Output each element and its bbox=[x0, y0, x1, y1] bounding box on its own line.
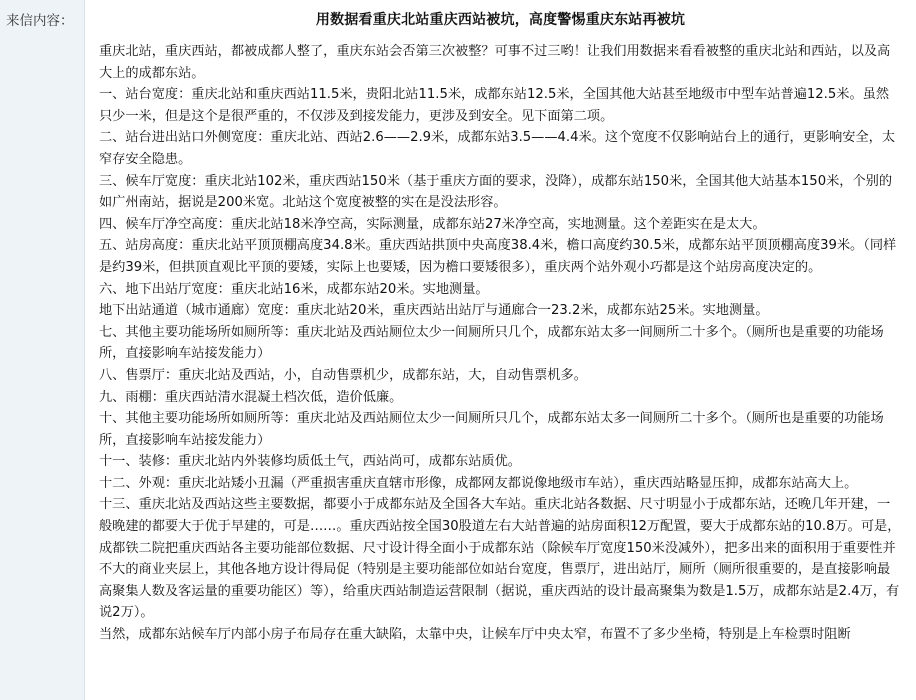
paragraph: 十、其他主要功能场所如厕所等：重庆北站及西站厕位太少一间厕所只几个，成都东站太多一间厕所二十多个。（厕所也是重要的功能场所，直接影响车站接发能力） bbox=[99, 411, 884, 448]
paragraph: 三、候车厅宽度：重庆北站102米，重庆西站150米（基于重庆方面的要求，没降），成都东站150米，全国其他大站基本150米，个别的如广州南站，据说是200米宽。北站这个宽度被整的实在是没法形容。 bbox=[99, 173, 893, 211]
paragraph: 当然，成都东站候车厅内部小房子布局存在重大缺陷，太靠中央，让候车厅中央太窄，布置不了多少坐椅，特别是上车检票时阻断 bbox=[99, 627, 851, 643]
paragraph: 十一、装修：重庆北站内外装修均质低土气，西站尚可，成都东站质优。 bbox=[99, 454, 521, 470]
paragraph: 重庆北站，重庆西站，都被成都人整了，重庆东站会否第三次被整？可事不过三哟！让我们用数据来看看被整的重庆北站和西站，以及高大上的成都东站。 bbox=[99, 44, 891, 81]
paragraph: 十三、重庆北站及西站这些主要数据，都要小于成都东站及全国各大车站。重庆北站各数据、尺寸明显小于成都东站，还晚几年开建，一般晚建的都要大于优于早建的，可是……。重庆西站按全国30股道左右大站普遍的站房面积12万配置，要大于成都东站的10.8万。可是，成都铁二院把重庆西站各主要功能部位数据、尺寸设计得全面小于成都东站（除候车厅宽度150米没减外），把多出来的面积用于重要性并不大的商业夹层上，其他各地方设计得局促（特别是主要功能部位如站台宽度，售票厅，进出站厅，厕所（厕所很重要的，是直接影响最高聚集人数及客运量的重要功能区）等），给重庆西站制造运营限制（据说，重庆西站的设计最高聚集为数是1.5万，成都东站是2.4万，有说2万）。 bbox=[99, 497, 901, 621]
paragraph: 一、站台宽度：重庆北站和重庆西站11.5米，贵阳北站11.5米，成都东站12.5米，全国其他大站甚至地级市中型车站普遍12.5米。虽然只少一米，但是这个是很严重的，不仅涉及到接发能力，更涉及到安全。见下面第二项。 bbox=[99, 87, 890, 124]
paragraph: 八、售票厅：重庆北站及西站，小，自动售票机少，成都东站，大，自动售票机多。 bbox=[99, 367, 587, 383]
paragraph: 七、其他主要功能场所如厕所等：重庆北站及西站厕位太少一间厕所只几个，成都东站太多一间厕所二十多个。（厕所也是重要的功能场所，直接影响车站接发能力） bbox=[99, 324, 884, 362]
paragraph: 五、站房高度：重庆北站平顶顶棚高度34.8米。重庆西站拱顶中央高度38.4米，檐口高度约30.5米，成都东站平顶顶棚高度39米。（同样是约39米，但拱顶直观比平顶的要矮，实际上也要矮，因为檐口要矮很多），重庆两个站外观小巧都是这个站房高度决定的。 bbox=[99, 238, 897, 275]
paragraph: 九、雨棚：重庆西站清水混凝土档次低，造价低廉。 bbox=[99, 389, 403, 405]
letter-body bbox=[99, 41, 902, 646]
paragraph: 四、候车厅净空高度：重庆北站18米净空高，实际测量，成都东站27米净空高，实地测量。这个差距实在是太大。 bbox=[99, 216, 766, 232]
paragraph: 二、站台进出站口外侧宽度：重庆北站、西站2.6——2.9米，成都东站3.5——4.4米。这个宽度不仅影响站台上的通行，更影响安全，太窄存安全隐患。 bbox=[99, 130, 896, 167]
paragraph: 六、地下出站厅宽度：重庆北站16米，成都东站20米。实地测量。 bbox=[99, 281, 489, 297]
letter-content bbox=[85, 0, 916, 700]
letter-title: 用数据看重庆北站重庆西站被坑，高度警惕重庆东站再被坑 bbox=[315, 12, 686, 28]
content-label: 来信内容： bbox=[6, 13, 74, 29]
label-column bbox=[0, 0, 85, 700]
paragraph: 地下出站通道（城市通廊）宽度：重庆北站20米，重庆西站出站厅与通廊合一23.2米，成都东站25米。实地测量。 bbox=[99, 303, 769, 319]
paragraph: 十二、外观：重庆北站矮小丑漏（严重损害重庆直辖市形像，成都网友都说像地级市车站），重庆西站略显压抑，成都东站高大上。 bbox=[99, 475, 858, 491]
